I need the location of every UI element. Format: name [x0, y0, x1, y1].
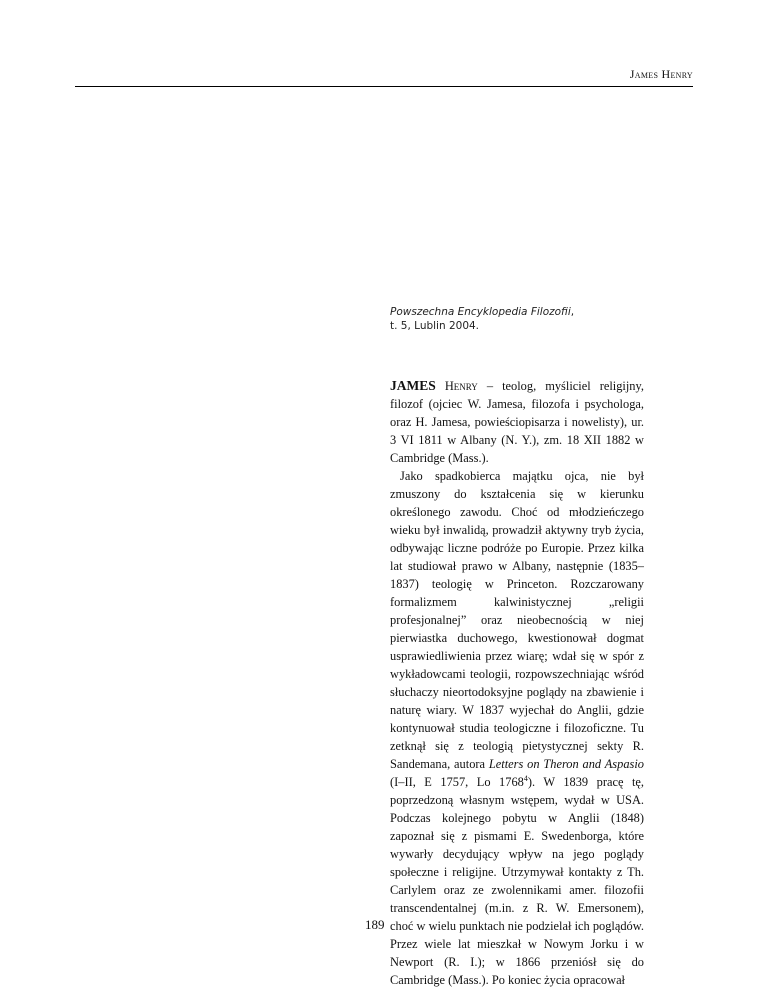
headword: JAMES	[390, 378, 436, 393]
article-lead-paragraph	[390, 377, 644, 467]
source-details: t. 5, Lublin 2004.	[390, 320, 480, 332]
source-title-line	[390, 305, 574, 319]
body-text-part-3: ). W 1839 pracę tę, poprzedzoną własnym wstępem, wydał w USA. Podczas kolejnego pobytu w Anglii (1848) zapoznał się z pismami E. Swedenborga, które wywarły decydujący wpływ na jego poglądy społeczne i religijne. Utrzymywał kontakty z Th. Carlylem oraz ze zwolennikami amer. filozofii transcendentalnej (m.in. z R. W. Emersonem), choć w wielu punktach nie podzielał ich poglądów. Przez wiele lat mieszkał w Nowym Jorku i w Newport (R. I.); w 1866 przeniósł się do Cambridge (Mass.). Po koniec życia opracował	[390, 775, 644, 987]
page-number: 189	[365, 917, 385, 932]
source-citation	[390, 305, 574, 333]
source-title-suffix: ,	[570, 306, 575, 318]
body-text-part-1: Jako spadkobierca majątku ojca, nie był zmuszony do kształcenia się w kierunku określonego zawodu. Choć od młodzieńczego wieku był inwalidą, prowadził aktywny tryb życia, odbywając liczne podróże po Europie. Przez kilka lat studiował prawo w Albany, następnie (1835–1837) teologię w Princeton. Rozczarowany formalizmem kalwinistycznej „religii profesjonalnej” oraz nieobecnością w niej pierwiastka duchowego, kwestionował dogmat usprawiedliwienia przez wiarę; wdał się w spór z wykładowcami teologii, rozpowszechniając wśród słuchaczy nieortodoksyjne poglądy na zbawienie i naturę wiary. W 1837 wyjechał do Anglii, gdzie kontynuował studia teologiczne i filozoficzne. Tu zetknął się z teologią pietystycznej sekty R. Sandemana, autora	[390, 469, 644, 771]
source-title: Powszechna Encyklopedia Filozofii	[390, 306, 571, 318]
running-head: James Henry	[629, 67, 693, 81]
cited-work-title: Letters on Theron and Aspasio	[488, 757, 644, 771]
article-definition: – teolog, myśliciel religijny, filozof (ojciec W. Jamesa, filozofa i psychologa, oraz H. Jamesa, powieściopisarza i nowelisty), ur. 3 VI 1811 w Albany (N. Y.), zm. 18 XII 1882 w Cambridge (Mass.).	[390, 379, 644, 465]
header-rule	[75, 86, 693, 87]
encyclopedia-article	[390, 377, 644, 989]
headword-given-name: Henry	[444, 379, 478, 393]
edition-superscript: 4	[523, 774, 528, 783]
body-text-part-2: (I–II, E 1757, Lo 1768	[390, 775, 524, 789]
article-body-paragraph	[390, 467, 644, 989]
